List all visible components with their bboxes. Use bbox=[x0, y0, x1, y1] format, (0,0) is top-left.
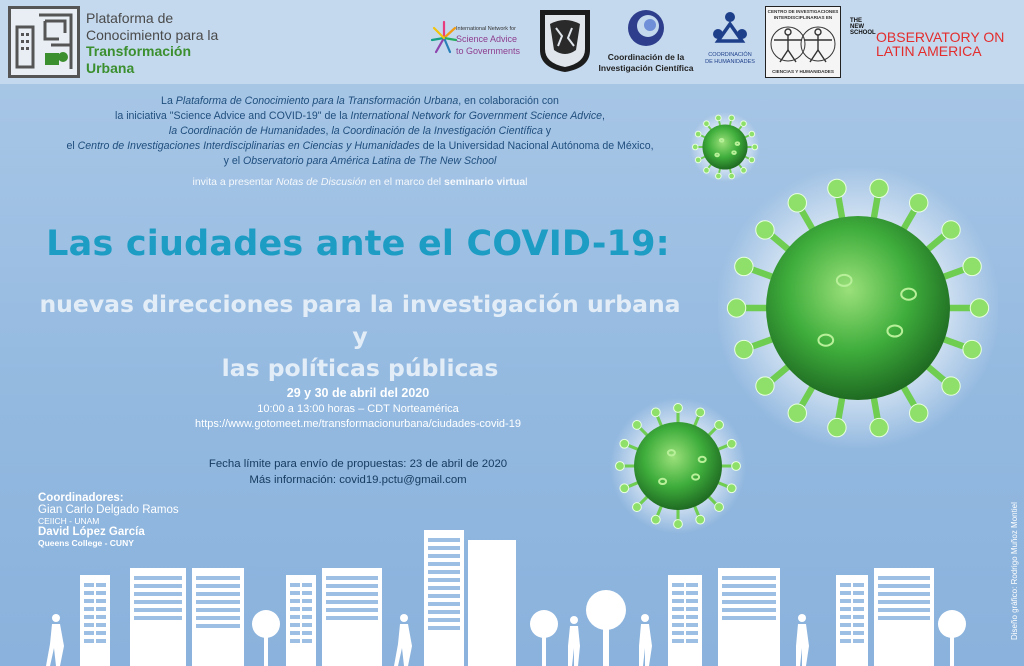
subtitle-line: nuevas direcciones para la investigación urbana y bbox=[39, 290, 681, 350]
window bbox=[326, 576, 378, 580]
window bbox=[840, 583, 851, 587]
window bbox=[428, 610, 460, 614]
virus-spike-tip bbox=[942, 221, 960, 239]
text: , en colaboración con bbox=[458, 95, 559, 107]
window bbox=[290, 623, 300, 627]
window bbox=[290, 599, 300, 603]
partner-text: Coordinación de la bbox=[607, 52, 685, 62]
window bbox=[196, 608, 240, 612]
intro-line bbox=[0, 109, 720, 124]
window bbox=[428, 586, 460, 590]
ingsa-logo bbox=[430, 6, 530, 78]
virus-spike-tip bbox=[756, 221, 774, 239]
maze-building-icon bbox=[11, 9, 77, 75]
partner-text: COORDINACIÓN bbox=[708, 52, 752, 58]
window bbox=[686, 607, 698, 611]
window bbox=[853, 607, 864, 611]
virus-spike-tip bbox=[620, 439, 629, 448]
window bbox=[84, 607, 94, 611]
window bbox=[672, 583, 684, 587]
coordinators-heading: Coordinadores: bbox=[38, 492, 124, 504]
window bbox=[672, 615, 684, 619]
cic-logo bbox=[598, 6, 694, 78]
window bbox=[326, 608, 378, 612]
event-title: Las ciudades ante el COVID-19: bbox=[46, 224, 670, 264]
figures-icon bbox=[710, 10, 750, 48]
window bbox=[722, 616, 776, 620]
window bbox=[134, 608, 182, 612]
text: de la Universidad Nacional Autónoma de México, bbox=[419, 140, 654, 152]
window bbox=[722, 592, 776, 596]
window bbox=[134, 576, 182, 580]
coordinator-affiliation: CEIICH - UNAM bbox=[38, 516, 100, 526]
text: La bbox=[161, 95, 176, 107]
window bbox=[302, 607, 312, 611]
virus-large-icon bbox=[718, 168, 998, 448]
intro-line bbox=[0, 154, 720, 169]
partner-text: CENTRO DE INVESTIGACIONES bbox=[767, 9, 839, 14]
virus-spike-tip bbox=[870, 418, 888, 436]
event-hours: 10:00 a 13:00 horas – CDT Norteamérica bbox=[257, 403, 459, 415]
virus-spike-tip bbox=[828, 179, 846, 197]
starburst-icon bbox=[430, 18, 458, 58]
window bbox=[302, 639, 312, 643]
window bbox=[96, 583, 106, 587]
window bbox=[840, 591, 851, 595]
window bbox=[878, 600, 930, 604]
window bbox=[722, 600, 776, 604]
partner-text: INTERDISCIPLINARIAS EN bbox=[773, 15, 833, 20]
window bbox=[428, 618, 460, 622]
partner-text: SCHOOL bbox=[850, 30, 876, 36]
window bbox=[853, 623, 864, 627]
window bbox=[84, 599, 94, 603]
window bbox=[853, 639, 864, 643]
virus-spike-tip bbox=[727, 484, 736, 493]
window bbox=[686, 615, 698, 619]
window bbox=[134, 592, 182, 596]
window bbox=[840, 631, 851, 635]
window bbox=[840, 607, 851, 611]
virus-spike-tip bbox=[788, 404, 806, 422]
virus-spike-tip bbox=[735, 340, 753, 358]
logo-line: Conocimiento para la bbox=[86, 26, 219, 43]
window bbox=[326, 600, 378, 604]
window bbox=[428, 594, 460, 598]
window bbox=[196, 576, 240, 580]
partner-text: CIENCIAS Y HUMANIDADES bbox=[772, 69, 834, 74]
virus-spike-tip bbox=[749, 131, 755, 137]
intro-line bbox=[0, 94, 720, 109]
text: l bbox=[525, 176, 528, 188]
window bbox=[672, 631, 684, 635]
event-subtitle bbox=[30, 288, 690, 384]
partner-text: to Governments bbox=[456, 46, 521, 56]
text: en el marco del bbox=[366, 176, 445, 188]
contact-email[interactable]: Más información: covid19.pctu@gmail.com bbox=[249, 474, 467, 486]
window bbox=[84, 623, 94, 627]
window bbox=[290, 631, 300, 635]
partner-text: Science Advice bbox=[456, 34, 518, 44]
text: Notas de Discusión bbox=[275, 176, 367, 188]
vitruvian-figures-icon bbox=[770, 22, 836, 66]
swirl-icon bbox=[626, 8, 666, 48]
window bbox=[326, 592, 378, 596]
text: y bbox=[542, 125, 552, 137]
coordinator-name: Gian Carlo Delgado Ramos bbox=[38, 504, 179, 516]
window bbox=[686, 583, 698, 587]
window bbox=[672, 607, 684, 611]
window bbox=[290, 607, 300, 611]
virus-spike-tip bbox=[715, 503, 724, 512]
window bbox=[672, 599, 684, 603]
window bbox=[428, 538, 460, 542]
window bbox=[96, 615, 106, 619]
text: seminario virtua bbox=[444, 176, 526, 188]
virus-spike-tip bbox=[727, 439, 736, 448]
virus-spike-tip bbox=[756, 377, 774, 395]
virus-spike-tip bbox=[749, 157, 755, 163]
text: Plataforma de Conocimiento para la Transformación Urbana bbox=[175, 95, 459, 107]
window bbox=[196, 592, 240, 596]
partner-text: International Network for bbox=[456, 26, 516, 32]
unam-seal-logo bbox=[536, 6, 594, 78]
window bbox=[686, 599, 698, 603]
window bbox=[428, 570, 460, 574]
window bbox=[672, 591, 684, 595]
window bbox=[878, 592, 930, 596]
window bbox=[84, 583, 94, 587]
intro-line bbox=[0, 124, 720, 139]
virus-spike-tip bbox=[633, 503, 642, 512]
subtitle-line: las políticas públicas bbox=[221, 354, 499, 382]
window bbox=[290, 639, 300, 643]
invite-line bbox=[0, 176, 720, 188]
virus-spike-tip bbox=[727, 299, 745, 317]
coordinator-name: David López García bbox=[38, 526, 145, 538]
window bbox=[853, 631, 864, 635]
intro-line bbox=[0, 139, 720, 154]
city-skyline bbox=[0, 520, 1024, 666]
window bbox=[878, 576, 930, 580]
window bbox=[428, 554, 460, 558]
window bbox=[290, 583, 300, 587]
window bbox=[686, 591, 698, 595]
text: el bbox=[66, 140, 78, 152]
window bbox=[290, 591, 300, 595]
window bbox=[84, 615, 94, 619]
virus-spike-tip bbox=[870, 179, 888, 197]
virus-spike-tip bbox=[910, 194, 928, 212]
window bbox=[840, 623, 851, 627]
text: la iniciativa "Science Advice and COVID-19" de la bbox=[115, 110, 351, 122]
window bbox=[96, 599, 106, 603]
partner-text: THE bbox=[850, 18, 862, 24]
logo-line: Transformación bbox=[86, 43, 192, 59]
virus-spike-tip bbox=[735, 257, 753, 275]
text: International Network for Government Science Advice bbox=[350, 110, 603, 122]
submission-deadline: Fecha límite para envío de propuestas: 23 de abril de 2020 bbox=[208, 458, 508, 470]
platform-logo-text bbox=[86, 10, 218, 76]
window bbox=[196, 584, 240, 588]
virus-spike-tip bbox=[752, 144, 758, 150]
window bbox=[134, 584, 182, 588]
text: y el bbox=[223, 155, 244, 167]
event-date: 29 y 30 de abril del 2020 bbox=[286, 386, 430, 400]
window bbox=[134, 600, 182, 604]
ceiich-logo bbox=[765, 6, 841, 78]
coordinator-affiliation: Queens College - CUNY bbox=[38, 538, 134, 548]
event-link[interactable]: https://www.gotomeet.me/transformacionurbana/ciudades-covid-19 bbox=[195, 418, 521, 430]
virus-spike-tip bbox=[963, 257, 981, 275]
virus-spike-tip bbox=[910, 404, 928, 422]
text: la Coordinación de la Investigación Científica bbox=[331, 125, 543, 137]
virus-spike-tip bbox=[970, 299, 988, 317]
virus-spike-tip bbox=[963, 340, 981, 358]
logo-line: Urbana bbox=[86, 59, 135, 76]
window bbox=[290, 615, 300, 619]
window bbox=[840, 639, 851, 643]
text: , bbox=[602, 110, 605, 122]
window bbox=[878, 616, 930, 620]
window bbox=[853, 583, 864, 587]
new-school-logo bbox=[850, 6, 1020, 78]
window bbox=[428, 626, 460, 630]
window bbox=[302, 623, 312, 627]
window bbox=[302, 631, 312, 635]
window bbox=[302, 599, 312, 603]
window bbox=[428, 546, 460, 550]
window bbox=[878, 608, 930, 612]
design-credit: Diseño gráfico: Rodrigo Muñoz Montiel bbox=[1010, 502, 1019, 640]
window bbox=[196, 600, 240, 604]
window bbox=[840, 599, 851, 603]
window bbox=[84, 639, 94, 643]
window bbox=[84, 631, 94, 635]
window bbox=[853, 615, 864, 619]
partner-text: Investigación Científica bbox=[598, 63, 694, 73]
platform-logo bbox=[8, 6, 80, 78]
window bbox=[686, 639, 698, 643]
window bbox=[96, 607, 106, 611]
partner-text: OBSERVATORY ON bbox=[876, 29, 1005, 45]
window bbox=[853, 599, 864, 603]
virus-body bbox=[766, 216, 950, 400]
window bbox=[686, 623, 698, 627]
partner-text: NEW bbox=[850, 24, 864, 30]
observatory-wordmark bbox=[876, 30, 1004, 58]
virus-spike-tip bbox=[741, 121, 747, 127]
text: , bbox=[325, 125, 332, 137]
text: Centro de Investigaciones Interdisciplinarias en Ciencias y Humanidades bbox=[77, 140, 420, 152]
window bbox=[428, 562, 460, 566]
virus-spike-tip bbox=[729, 115, 735, 121]
window bbox=[722, 584, 776, 588]
window bbox=[96, 623, 106, 627]
virus-spike-tip bbox=[788, 194, 806, 212]
window bbox=[878, 584, 930, 588]
virus-spike-tip bbox=[942, 377, 960, 395]
window bbox=[302, 615, 312, 619]
logo-line: Plataforma de bbox=[86, 10, 174, 26]
virus-spike-tip bbox=[732, 462, 741, 471]
new-school-wordmark bbox=[850, 18, 876, 36]
window bbox=[326, 584, 378, 588]
window bbox=[326, 616, 378, 620]
text: Observatorio para América Latina de The New School bbox=[243, 155, 497, 167]
window bbox=[96, 631, 106, 635]
partner-text: LATIN AMERICA bbox=[876, 43, 982, 59]
window bbox=[84, 591, 94, 595]
humanidades-logo bbox=[700, 6, 760, 78]
window bbox=[428, 602, 460, 606]
window bbox=[840, 615, 851, 619]
partner-text: DE HUMANIDADES bbox=[705, 59, 755, 65]
text: invita a presentar bbox=[192, 176, 276, 188]
window bbox=[428, 578, 460, 582]
window bbox=[196, 624, 240, 628]
intro-paragraph bbox=[0, 94, 720, 169]
window bbox=[686, 631, 698, 635]
window bbox=[672, 639, 684, 643]
window bbox=[672, 623, 684, 627]
window bbox=[302, 583, 312, 587]
virus-spike-tip bbox=[828, 418, 846, 436]
window bbox=[96, 639, 106, 643]
window bbox=[722, 576, 776, 580]
text: la Coordinación de Humanidades bbox=[168, 125, 326, 137]
window bbox=[722, 608, 776, 612]
seal-icon bbox=[536, 6, 594, 74]
window bbox=[853, 591, 864, 595]
window bbox=[96, 591, 106, 595]
window bbox=[302, 591, 312, 595]
window bbox=[196, 616, 240, 620]
window bbox=[134, 616, 182, 620]
